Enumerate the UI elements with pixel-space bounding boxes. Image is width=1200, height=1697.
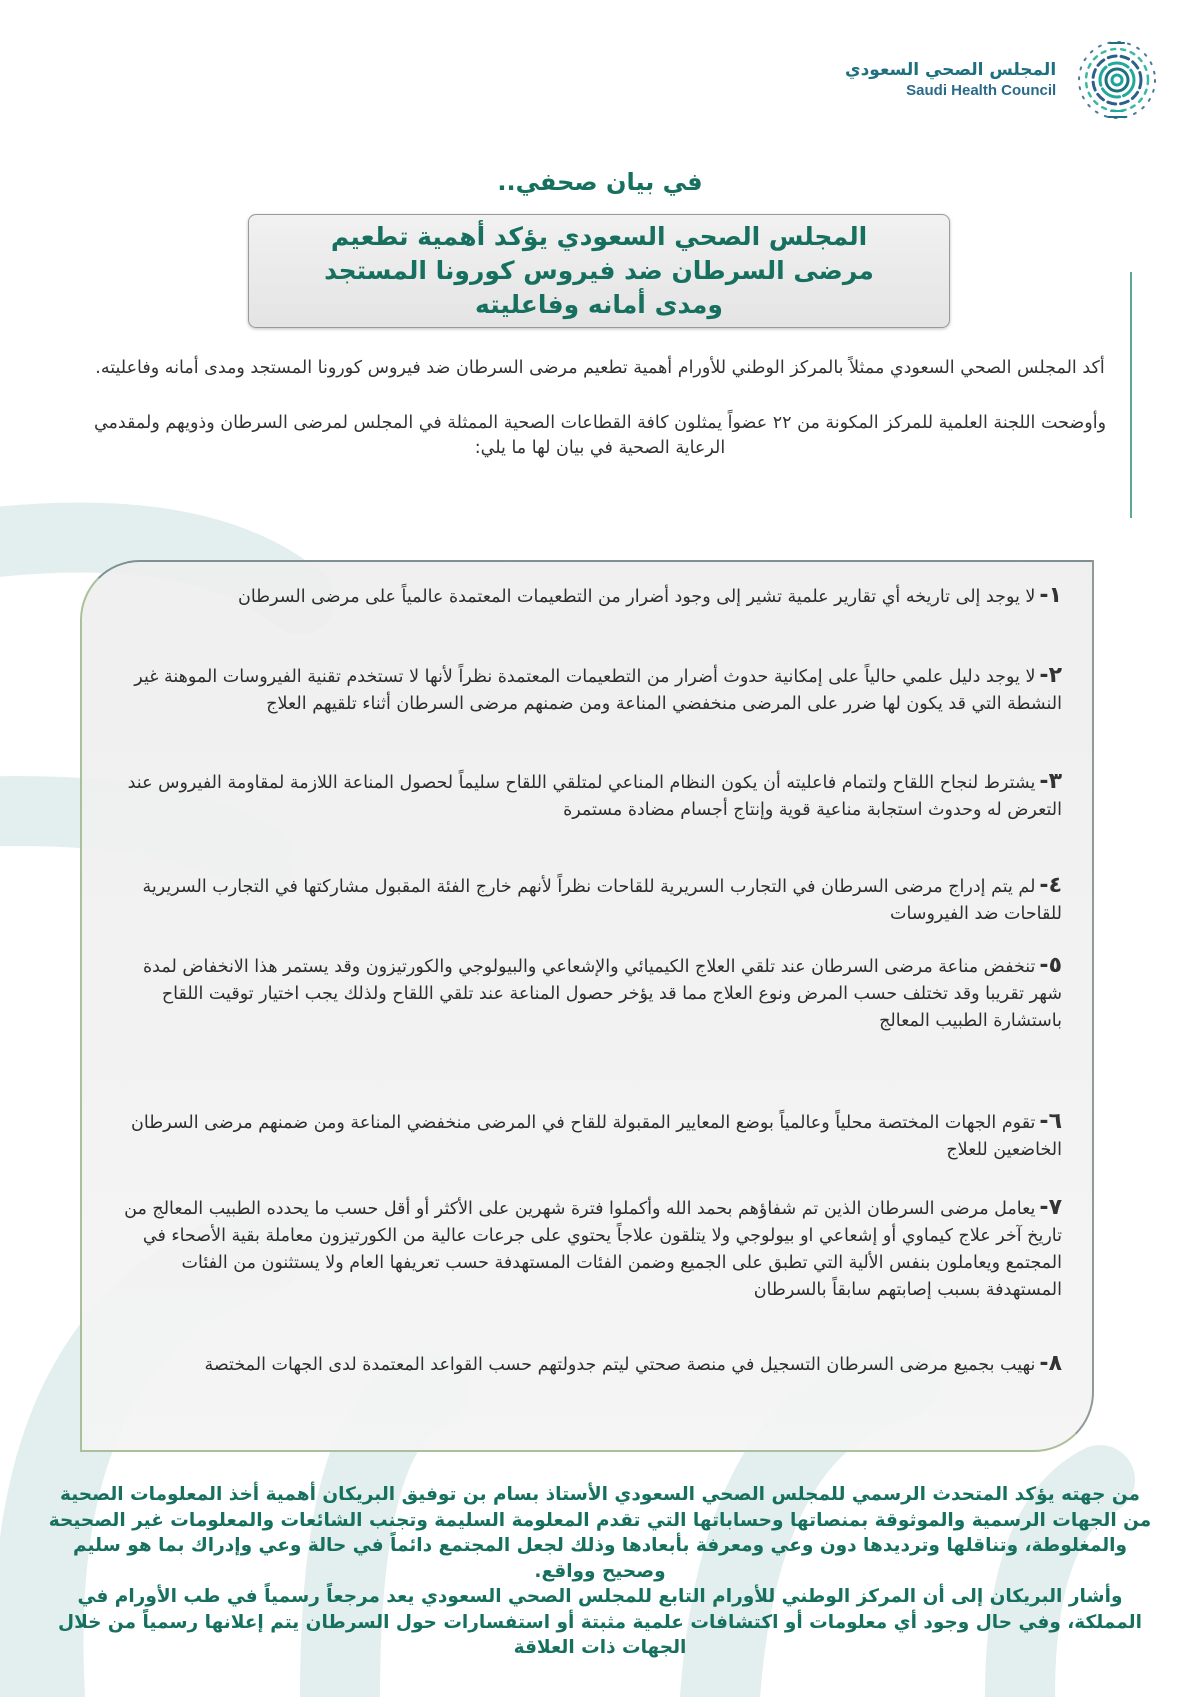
point-number: ٥-: [1039, 953, 1062, 978]
point-number: ٢-: [1039, 663, 1062, 688]
point-text: لا يوجد إلى تاريخه أي تقارير علمية تشير إلى وجود أضرار من التطعيمات المعتمدة عالمياً على مرضى السرطان: [237, 587, 1036, 607]
radiating-star-icon: [1074, 37, 1160, 123]
point-text: لا يوجد دليل علمي حالياً على إمكانية حدوث أضرار من التطعيمات المعتمدة نظراً لأنها لا تستخدم تقنية الفيروسات الموهنة غير النشطة التي قد يكون لها ضرر على المرضى منخفضي المناعة ومن ضمنهم مرضى السرطان أثناء تلقيهم العلاج: [134, 667, 1062, 714]
headline-line: مرضى السرطان ضد فيروس كورونا المستجد: [324, 256, 874, 285]
logo-english-name: Saudi Health Council: [906, 82, 1057, 99]
point-text: يعامل مرضى السرطان الذين تم شفاؤهم بحمد الله وأكملوا فترة شهرين على الأكثر أو أقل حسب ما يحدده الطبيب المعالج من تاريخ آخر علاج كيماوي أو إشعاعي او بيولوجي ولا يتلقون علاجاً يحتوي على جرعات عالية من الكورتيزون معاملة بقية الأصحاء في المجتمع ويعاملون بنفس الألية التي تطبق على الجميع وضمن الفئات المستهدفة حسب تعريفها العام ولا يستثنون من الفئات المستهدفة بسبب إصابتهم سابقاً بالسرطان: [124, 1199, 1062, 1300]
point-item: [112, 1350, 1062, 1379]
headline-box: [248, 214, 950, 328]
point-item: [112, 872, 1062, 928]
point-text: تنخفض مناعة مرضى السرطان عند تلقي العلاج الكيميائي والإشعاعي والبيولوجي والكورتيزون وقد يستمر هذا الانخفاض لمدة شهر تقريبا وقد تختلف حسب المرض ونوع العلاج مما قد يؤخر حصول المناعة عند تلقي اللقاح ولذلك يجب اختيار توقيت اللقاح باستشارة الطبيب المعالج: [143, 957, 1062, 1031]
point-number: ٨-: [1039, 1351, 1062, 1376]
closing-paragraph: وأشار البريكان إلى أن المركز الوطني للأورام التابع للمجلس الصحي السعودي يعد مرجعاً رسمياً في طب الأورام في المملكة، وفي حال وجود أي معلومات أو اكتشافات علمية مثبتة أو استفسارات حول السرطان يتم إعلانها رسمياً من خلال الجهات ذات العلاقة: [58, 1586, 1142, 1658]
headline-line: المجلس الصحي السعودي يؤكد أهمية تطعيم: [330, 222, 868, 251]
intro-section: [90, 356, 1110, 491]
headline-line: ومدى أمانه وفاعليته: [475, 290, 723, 319]
point-number: ٤-: [1039, 873, 1062, 898]
press-release-kicker: في بيان صحفي..: [497, 168, 703, 196]
point-text: نهيب بجميع مرضى السرطان التسجيل في منصة صحتي ليتم جدولتهم حسب القواعد المعتمدة لدى الجهات المختصة: [204, 1355, 1036, 1375]
point-text: تقوم الجهات المختصة محلياً وعالمياً بوضع المعايير المقبولة للقاح في المرضى منخفضي المناعة ومن ضمنهم مرضى السرطان الخاضعين للعلاج: [131, 1113, 1062, 1160]
logo-arabic-name: المجلس الصحي السعودي: [845, 60, 1057, 80]
point-item: [112, 662, 1062, 718]
point-item: [112, 1194, 1062, 1304]
point-number: ١-: [1039, 583, 1062, 608]
closing-statement: [45, 1482, 1155, 1661]
intro-paragraph: وأوضحت اللجنة العلمية للمركز المكونة من ٢٢ عضواً يمثلون كافة القطاعات الصحية الممثلة في المجلس لمرضى السرطان وذويهم ولمقدمي الرعاية الصحية في بيان لها ما يلي:: [93, 413, 1107, 458]
point-item: [112, 582, 1062, 611]
points-box: [80, 560, 1094, 1452]
point-number: ٦-: [1039, 1109, 1062, 1134]
point-item: [112, 1108, 1062, 1164]
point-text: يشترط لنجاح اللقاح ولتمام فاعليته أن يكون النظام المناعي لمتلقي اللقاح سليماً لحصول المناعة اللازمة لمقاومة الفيروس عند التعرض له وحدوث استجابة مناعية قوية وإنتاج أجسام مضادة مستمرة: [127, 773, 1062, 820]
logo-text: [845, 59, 1056, 101]
point-item: [112, 768, 1062, 824]
point-text: لم يتم إدراج مرضى السرطان في التجارب السريرية للقاحات نظراً لأنهم خارج الفئة المقبول مشاركتها في التجارب السريرية للقاحات ضد الفيروسات: [142, 877, 1062, 924]
vertical-divider: [1130, 272, 1132, 518]
point-number: ٧-: [1039, 1195, 1062, 1220]
header-logo: [845, 40, 1175, 120]
closing-paragraph: من جهته يؤكد المتحدث الرسمي للمجلس الصحي السعودي الأستاذ بسام بن توفيق البريكان أهمية أخذ المعلومات الصحية من الجهات الرسمية والموثوقة بمنصاتها وحساباتها التي تقدم المعلومة السليمة وتجنب الشائعات والمعلومات غير الصحيحة والمغلوطة، وتناقلها وترديدها دون وعي ومعرفة بأبعادها وذلك لجعل المجتمع دائماً في حالة وعي وإدراك بما هو سليم وصحيح وواقع.: [48, 1484, 1152, 1582]
intro-paragraph: أكد المجلس الصحي السعودي ممثلاً بالمركز الوطني للأورام أهمية تطعيم مرضى السرطان ضد فيروس كورونا المستجد ومدى أمانه وفاعليته.: [95, 358, 1105, 378]
point-item: [112, 952, 1062, 1035]
point-number: ٣-: [1039, 769, 1062, 794]
